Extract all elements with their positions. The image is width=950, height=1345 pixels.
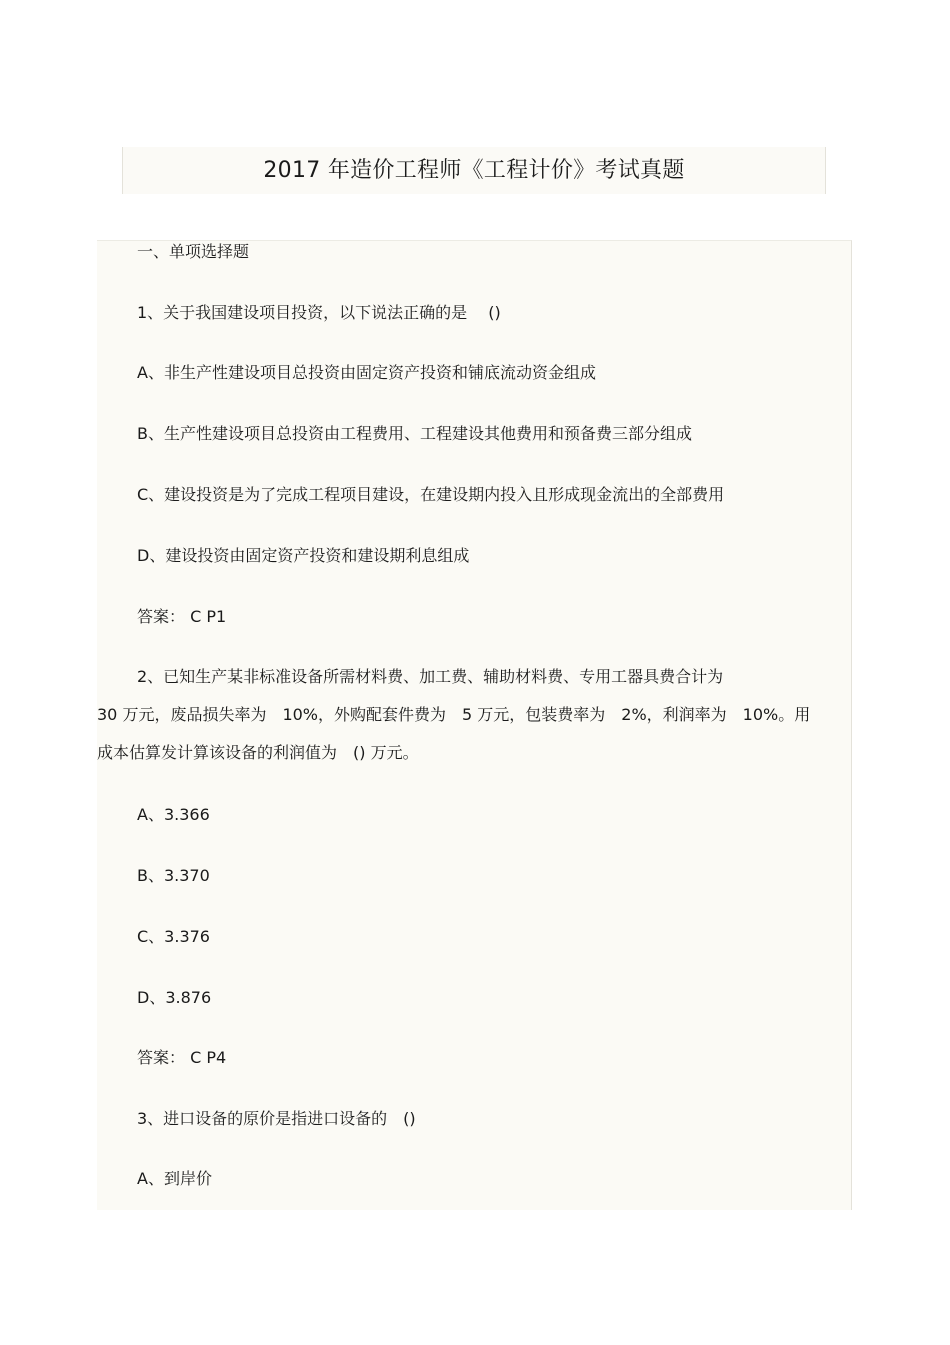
question-2-option-c: C、3.376 [137, 927, 210, 946]
question-2-option-d: D、3.876 [137, 988, 212, 1007]
question-2-stem-line-1: 2、已知生产某非标准设备所需材料费、加工费、辅助材料费、专用工器具费合计为 [137, 667, 724, 686]
question-2-stem-line-3: 成本估算发计算该设备的利润值为 () 万元。 [97, 743, 419, 762]
section-heading: 一、单项选择题 [137, 242, 250, 261]
question-3-stem: 3、进口设备的原价是指进口设备的 () [137, 1109, 416, 1128]
question-1-option-a: A、非生产性建设项目总投资由固定资产投资和铺底流动资金组成 [137, 363, 596, 382]
title-banner [122, 147, 826, 194]
question-1-answer: 答案： C P1 [137, 607, 227, 626]
question-1-stem: 1、关于我国建设项目投资，以下说法正确的是 () [137, 303, 501, 322]
content-area [97, 240, 852, 1210]
question-2-option-a: A、3.366 [137, 805, 210, 824]
question-1-option-c: C、建设投资是为了完成工程项目建设，在建设期内投入且形成现金流出的全部费用 [137, 485, 725, 504]
document-title: 2017 年造价工程师《工程计价》考试真题 [263, 158, 685, 183]
question-2-option-b: B、3.370 [137, 866, 210, 885]
question-2-answer: 答案： C P4 [137, 1048, 227, 1067]
question-1-option-d: D、建设投资由固定资产投资和建设期利息组成 [137, 546, 470, 565]
question-1-option-b: B、生产性建设项目总投资由工程费用、工程建设其他费用和预备费三部分组成 [137, 424, 692, 443]
question-2-stem [97, 658, 847, 772]
question-3-option-a: A、到岸价 [137, 1169, 212, 1188]
question-2-stem-line-2: 30 万元，废品损失率为 10%，外购配套件费为 5 万元，包装费率为 2%，利润率为 10%。用 [97, 705, 811, 724]
